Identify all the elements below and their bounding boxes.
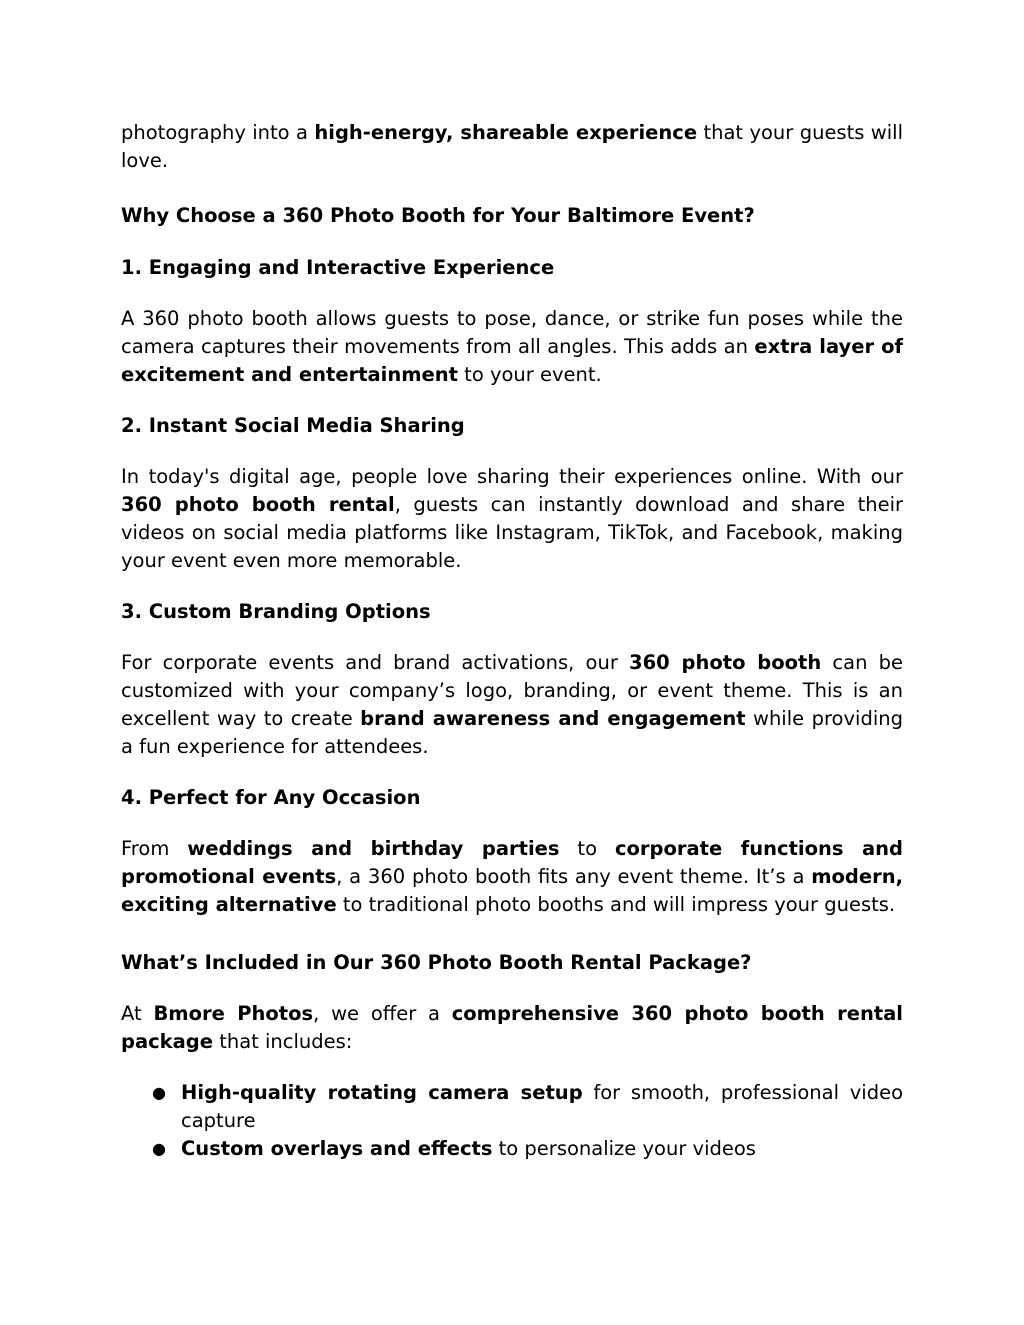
paragraph-emphasis: corporate functions and promotional events (121, 837, 904, 888)
section-paragraph-engaging (121, 305, 903, 389)
list-item-emphasis: Custom overlays and effects (181, 1137, 493, 1160)
section-heading-engaging: 1. Engaging and Interactive Experience (121, 256, 555, 279)
paragraph-text: From (121, 837, 188, 860)
paragraph-emphasis: 360 photo booth rental (121, 493, 395, 516)
section-heading-any-occasion: 4. Perfect for Any Occasion (121, 786, 421, 809)
list-item-text: to personalize your videos (492, 1137, 756, 1160)
bullet-icon: ● (152, 1083, 166, 1102)
paragraph-text: In today's digital age, people love sharing their experiences online. With our (121, 465, 903, 488)
paragraph-emphasis: brand awareness and engagement (360, 707, 746, 730)
package-features-list (121, 1079, 903, 1163)
paragraph-text: while providing a fun experience for attendees. (121, 707, 903, 758)
list-item-text: for smooth, professional video capture (181, 1081, 903, 1132)
paragraph-text: , we offer a (313, 1002, 452, 1025)
list-item (121, 1079, 903, 1135)
intro-text-post: that your guests will love. (121, 121, 904, 172)
list-item (121, 1135, 903, 1163)
paragraph-emphasis: modern, exciting alternative (121, 865, 903, 916)
document-page (121, 119, 903, 1163)
intro-paragraph (121, 119, 903, 175)
section-heading-custom-branding: 3. Custom Branding Options (121, 600, 431, 623)
paragraph-emphasis: 360 photo booth (629, 651, 822, 674)
paragraph-text: to your event. (457, 363, 602, 386)
section-paragraph-custom-branding (121, 649, 903, 761)
paragraph-text: , guests can instantly download and share their videos on social media platforms like Instagram, TikTok, and Facebook, making your event even more memorable. (121, 493, 904, 572)
paragraph-emphasis: comprehensive 360 photo booth rental package (121, 1002, 903, 1053)
company-name: Bmore Photos (153, 1002, 314, 1025)
bullet-icon: ● (152, 1139, 166, 1158)
package-paragraph (121, 1000, 903, 1056)
section-paragraph-social-sharing (121, 463, 903, 575)
paragraph-text: to traditional photo booths and will impress your guests. (336, 893, 896, 916)
package-heading: What’s Included in Our 360 Photo Booth Rental Package? (121, 951, 752, 974)
paragraph-emphasis: extra layer of excitement and entertainment (121, 335, 903, 386)
paragraph-text: that includes: (213, 1030, 353, 1053)
list-item-emphasis: High-quality rotating camera setup (181, 1081, 583, 1104)
paragraph-text: can be customized with your company’s logo, branding, or event theme. This is an excellent way to create (121, 651, 903, 730)
main-heading: Why Choose a 360 Photo Booth for Your Baltimore Event? (121, 204, 755, 227)
paragraph-text: to (559, 837, 615, 860)
paragraph-text: A 360 photo booth allows guests to pose, dance, or strike fun poses while the camera captures their movements from all angles. This adds an (121, 307, 903, 358)
intro-emphasis: high-energy, shareable experience (314, 121, 698, 144)
paragraph-emphasis: weddings and birthday parties (187, 837, 560, 860)
paragraph-text: For corporate events and brand activations, our (121, 651, 630, 674)
intro-text-pre: photography into a (121, 121, 315, 144)
paragraph-text: At (121, 1002, 154, 1025)
paragraph-text: , a 360 photo booth fits any event theme. It’s a (336, 865, 812, 888)
section-heading-social-sharing: 2. Instant Social Media Sharing (121, 414, 465, 437)
section-paragraph-any-occasion (121, 835, 903, 919)
